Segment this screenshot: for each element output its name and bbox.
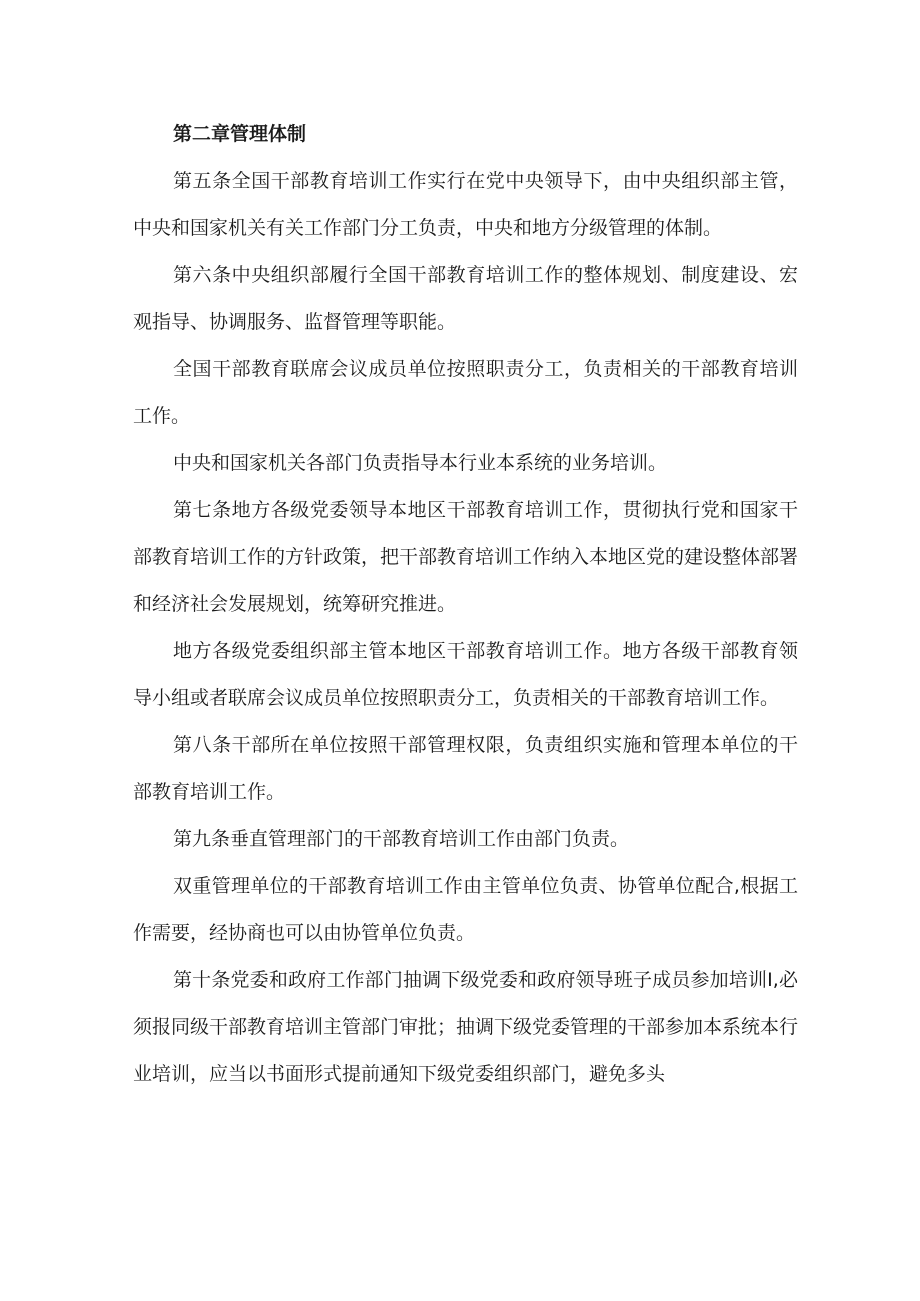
chapter-heading: 第二章管理体制 [173,123,307,145]
paragraph-dual-management: 双重管理单位的干部教育培训工作由主管单位负责、协管单位配合,根据工作需要，经协商也可以由协管单位负责。 [133,875,798,944]
paragraph-article-6: 第六条中央组织部履行全国干部教育培训工作的整体规划、制度建设、宏观指导、协调服务、监督管理等职能。 [133,264,798,333]
paragraph-central-organs: 中央和国家机关各部门负责指导本行业本系统的业务培训。 [173,452,668,474]
paragraph-local-organization: 地方各级党委组织部主管本地区干部教育培训工作。地方各级干部教育领导小组或者联席会议成员单位按照职责分工，负责相关的干部教育培训工作。 [133,640,798,709]
paragraph-joint-meeting: 全国干部教育联席会议成员单位按照职责分工，负责相关的干部教育培训工作。 [133,358,798,427]
document-body [133,111,798,1098]
paragraph-article-8: 第八条干部所在单位按照干部管理权限，负责组织实施和管理本单位的干部教育培训工作。 [133,734,798,803]
paragraph-article-5: 第五条全国干部教育培训工作实行在党中央领导下，由中央组织部主管，中央和国家机关有关工作部门分工负责，中央和地方分级管理的体制。 [133,170,798,239]
paragraph-article-9: 第九条垂直管理部门的干部教育培训工作由部门负责。 [173,828,630,850]
paragraph-article-7: 第七条地方各级党委领导本地区干部教育培训工作，贯彻执行党和国家干部教育培训工作的方针政策，把干部教育培训工作纳入本地区党的建设整体部署和经济社会发展规划，统筹研究推进。 [133,499,799,615]
paragraph-article-10: 第十条党委和政府工作部门抽调下级党委和政府领导班子成员参加培训I,必须报同级干部教育培训主管部门审批；抽调下级党委管理的干部参加本系统本行业培训，应当以书面形式提前通知下级党委组织部门，避免多头 [133,969,799,1085]
